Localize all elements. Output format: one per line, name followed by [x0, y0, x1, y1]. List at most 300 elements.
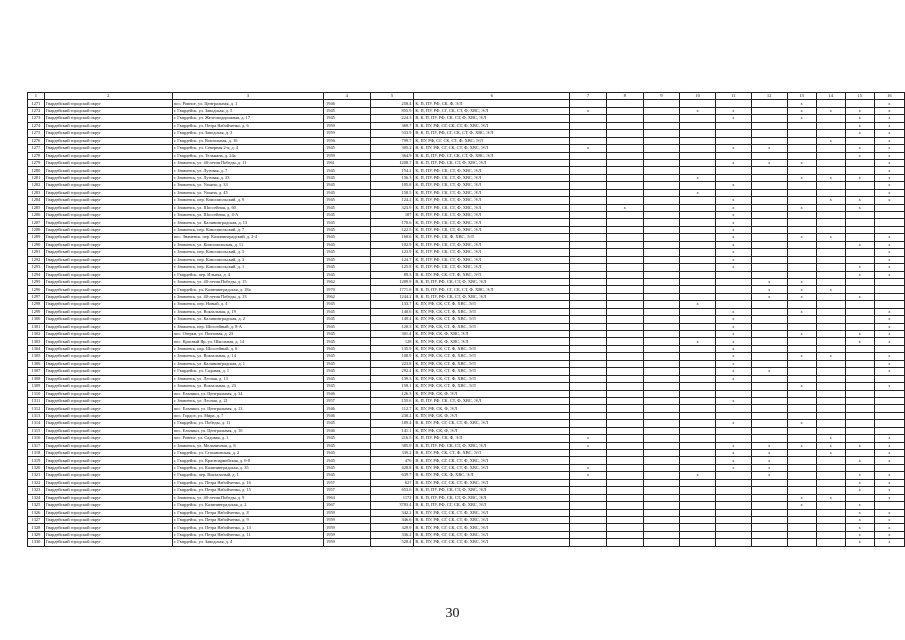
cell-build-year: 1945 [324, 271, 371, 278]
cell-municipality: Гвардейский городской округ [44, 308, 172, 315]
cell-work-10 [680, 212, 716, 219]
cell-work-11 [716, 516, 752, 523]
cell-work-12 [751, 435, 787, 442]
cell-structural-elements: К, ПУ, РФ, СГ, СК, СТ, Ф, ХВС, Э/Л [414, 137, 570, 144]
cell-address: г. Знаменск, ул. Лесная, д. 21 [172, 397, 323, 404]
cell-work-14 [816, 524, 845, 531]
cell-work-10 [680, 159, 716, 166]
cell-row-number: 1330 [28, 539, 45, 546]
cell-work-13 [787, 375, 816, 382]
cell-row-number: 1292 [28, 256, 45, 263]
cell-municipality: Гвардейский городской округ [44, 472, 172, 479]
cell-work-14: x [816, 435, 845, 442]
cell-work-10: x [680, 107, 716, 114]
cell-work-16: x [874, 107, 904, 114]
cell-row-number: 1294 [28, 271, 45, 278]
table-row [28, 472, 905, 479]
cell-work-8 [606, 516, 643, 523]
cell-municipality: Гвардейский городской округ [44, 323, 172, 330]
cell-work-8 [606, 457, 643, 464]
cell-structural-elements: К, ПУ, РФ, СК, СТ, Ф, ХВС, Э/Л [414, 345, 570, 352]
cell-work-14 [816, 219, 845, 226]
cell-row-number: 1304 [28, 345, 45, 352]
cell-structural-elements: В, К, П, ПУ, РФ, СК, СТ, Ф, ХВС, Э/Л [414, 442, 570, 449]
cell-work-14 [816, 390, 845, 397]
cell-work-14: x [816, 353, 845, 360]
cell-work-16: x [874, 442, 904, 449]
cell-address: пос. Знаменск, пер. Калининградский, д. 2-4 [172, 234, 323, 241]
cell-work-9 [643, 137, 680, 144]
cell-work-14 [816, 308, 845, 315]
cell-build-year: 1945 [324, 323, 371, 330]
cell-work-13 [787, 226, 816, 233]
cell-work-11 [716, 531, 752, 538]
cell-work-14 [816, 301, 845, 308]
cell-work-8 [606, 420, 643, 427]
cell-build-year: 1946 [324, 412, 371, 419]
cell-work-13 [787, 412, 816, 419]
cell-row-number: 1329 [28, 531, 45, 538]
cell-row-number: 1301 [28, 323, 45, 330]
cell-row-number: 1291 [28, 249, 45, 256]
cell-structural-elements: К, ПУ, РФ, СК, Ф, ХВС, Э/Л [414, 338, 570, 345]
cell-structural-elements: В, К, ПУ, РФ, СГ, СК, СТ, Ф, ХВС, Э/Л [414, 464, 570, 471]
table-row [28, 204, 905, 211]
cell-work-8 [606, 278, 643, 285]
cell-work-16: x [874, 435, 904, 442]
cell-work-8 [606, 145, 643, 152]
table-row [28, 494, 905, 501]
cell-work-11: x [716, 212, 752, 219]
cell-work-10 [680, 509, 716, 516]
cell-work-16: x [874, 509, 904, 516]
cell-area: 329.9 [370, 524, 414, 531]
table-row [28, 100, 905, 107]
header-cell-area: 5 [370, 93, 414, 100]
cell-work-10 [680, 383, 716, 390]
cell-work-13 [787, 435, 816, 442]
cell-work-15 [845, 301, 874, 308]
cell-work-12 [751, 107, 787, 114]
table-row [28, 412, 905, 419]
cell-structural-elements: К, ПУ, РФ, СК, Ф, Э/Л [414, 412, 570, 419]
cell-work-8 [606, 539, 643, 546]
cell-work-11: x [716, 457, 752, 464]
cell-work-7 [570, 487, 607, 494]
cell-work-11: x [716, 115, 752, 122]
cell-work-13: x [787, 353, 816, 360]
cell-work-14 [816, 241, 845, 248]
cell-work-7 [570, 189, 607, 196]
cell-address: пос. Ельники, ул. Центральная, д. 14 [172, 390, 323, 397]
cell-work-12 [751, 167, 787, 174]
cell-address: г. Гвардейск, ул. Победы, д. 11 [172, 420, 323, 427]
cell-work-8 [606, 301, 643, 308]
cell-address: г. Гвардейск, ул. Петра Набойченко, д. 13 [172, 524, 323, 531]
cell-work-15 [845, 450, 874, 457]
cell-work-8 [606, 189, 643, 196]
cell-structural-elements: К, П, ПУ, РФ, СК, СТ, Ф, ХВС, Э/Л [414, 204, 570, 211]
cell-work-11: x [716, 397, 752, 404]
header-cell-row-number: 1 [28, 93, 45, 100]
table-row [28, 174, 905, 181]
cell-work-11 [716, 167, 752, 174]
cell-build-year: 1945 [324, 197, 371, 204]
cell-work-11 [716, 435, 752, 442]
cell-work-15: x [845, 197, 874, 204]
cell-area: 122.5 [370, 226, 414, 233]
cell-work-11: x [716, 234, 752, 241]
cell-work-13 [787, 531, 816, 538]
cell-municipality: Гвардейский городской округ [44, 197, 172, 204]
cell-work-13 [787, 316, 816, 323]
cell-area: 238.2 [370, 412, 414, 419]
cell-area: 158.5 [370, 189, 414, 196]
cell-work-9 [643, 412, 680, 419]
cell-work-13: x [787, 442, 816, 449]
page-number: 30 [445, 606, 460, 621]
cell-area: 3783.4 [370, 502, 414, 509]
cell-work-15: x [845, 107, 874, 114]
cell-work-12 [751, 360, 787, 367]
cell-work-9 [643, 494, 680, 501]
cell-work-15: x [845, 516, 874, 523]
cell-work-15 [845, 368, 874, 375]
cell-work-9 [643, 450, 680, 457]
cell-work-13 [787, 360, 816, 367]
cell-work-8 [606, 182, 643, 189]
cell-structural-elements: В, К, ПУ, РФ, СГ, СК, СТ, Ф, ХВС, Э/Л [414, 531, 570, 538]
cell-row-number: 1315 [28, 427, 45, 434]
cell-work-10 [680, 137, 716, 144]
cell-build-year: 1967 [324, 502, 371, 509]
cell-work-12: x [751, 368, 787, 375]
cell-work-11 [716, 286, 752, 293]
cell-work-12 [751, 152, 787, 159]
cell-address: г. Гвардейск, ул. Заводская, д. 5 [172, 107, 323, 114]
cell-work-7 [570, 405, 607, 412]
cell-area: 154.2 [370, 167, 414, 174]
cell-address: г. Знаменск, ул. Мельничная, д. 8 [172, 442, 323, 449]
cell-work-11 [716, 278, 752, 285]
cell-work-8: x [606, 204, 643, 211]
cell-work-15 [845, 353, 874, 360]
cell-work-13 [787, 197, 816, 204]
cell-address: г. Знаменск, ул. Комсомольская, д. 11 [172, 241, 323, 248]
table-row [28, 167, 905, 174]
cell-row-number: 1310 [28, 390, 45, 397]
cell-work-16: x [874, 316, 904, 323]
cell-work-15 [845, 464, 874, 471]
cell-work-7 [570, 323, 607, 330]
cell-row-number: 1321 [28, 472, 45, 479]
cell-work-8 [606, 360, 643, 367]
cell-municipality: Гвардейский городской округ [44, 502, 172, 509]
cell-work-16: x [874, 479, 904, 486]
cell-area: 125.8 [370, 264, 414, 271]
cell-work-9 [643, 241, 680, 248]
cell-work-7 [570, 390, 607, 397]
cell-work-16: x [874, 234, 904, 241]
cell-work-14 [816, 249, 845, 256]
cell-work-16: x [874, 539, 904, 546]
cell-build-year: 1964 [324, 494, 371, 501]
cell-work-14 [816, 204, 845, 211]
cell-work-11: x [716, 204, 752, 211]
cell-work-10 [680, 293, 716, 300]
cell-work-13 [787, 241, 816, 248]
cell-work-7 [570, 345, 607, 352]
cell-work-8 [606, 487, 643, 494]
cell-work-10 [680, 234, 716, 241]
cell-work-9 [643, 100, 680, 107]
cell-work-14 [816, 457, 845, 464]
cell-work-12 [751, 264, 787, 271]
cell-row-number: 1296 [28, 286, 45, 293]
cell-work-13: x [787, 494, 816, 501]
cell-work-16: x [874, 353, 904, 360]
cell-work-7 [570, 137, 607, 144]
table-row [28, 145, 905, 152]
cell-work-16 [874, 204, 904, 211]
cell-work-15 [845, 435, 874, 442]
cell-work-7 [570, 368, 607, 375]
table-row [28, 264, 905, 271]
cell-work-16: x [874, 241, 904, 248]
cell-work-10 [680, 435, 716, 442]
cell-work-10 [680, 450, 716, 457]
cell-work-10: x [680, 338, 716, 345]
cell-work-15 [845, 234, 874, 241]
cell-row-number: 1282 [28, 182, 45, 189]
cell-address: пос. Ельники, ул. Центральная, д. 13 [172, 405, 323, 412]
cell-address: г. Гвардейск, ул. Заводская, д. 3 [172, 130, 323, 137]
cell-work-12: x [751, 159, 787, 166]
header-cell-address: 3 [172, 93, 323, 100]
cell-work-16: x [874, 197, 904, 204]
cell-work-14 [816, 100, 845, 107]
cell-work-7 [570, 531, 607, 538]
cell-address: г. Знаменск, ул. Калининградская, д. 1 [172, 360, 323, 367]
table-row [28, 383, 905, 390]
cell-area: 627 [370, 479, 414, 486]
cell-work-13 [787, 479, 816, 486]
cell-work-11: x [716, 182, 752, 189]
cell-row-number: 1283 [28, 189, 45, 196]
cell-municipality: Гвардейский городской округ [44, 368, 172, 375]
cell-build-year: 1945 [324, 174, 371, 181]
cell-work-15 [845, 182, 874, 189]
cell-area: 160.6 [370, 234, 414, 241]
cell-area: 123.9 [370, 249, 414, 256]
cell-work-7 [570, 316, 607, 323]
cell-municipality: Гвардейский городской округ [44, 316, 172, 323]
cell-structural-elements: К, П, ПУ, РФ, СК, СТ, Ф, ХВС, Э/Л [414, 197, 570, 204]
cell-structural-elements: К, П, ПУ, РФ, СК, Ф, ХВС, Э/Л [414, 234, 570, 241]
cell-municipality: Гвардейский городской округ [44, 338, 172, 345]
cell-work-15 [845, 308, 874, 315]
cell-area: 120.3 [370, 323, 414, 330]
cell-build-year: 1945 [324, 219, 371, 226]
cell-build-year: 1946 [324, 390, 371, 397]
cell-work-15 [845, 219, 874, 226]
cell-work-16: x [874, 115, 904, 122]
cell-work-7: x [570, 435, 607, 442]
cell-work-16: x [874, 271, 904, 278]
cell-work-11 [716, 301, 752, 308]
cell-municipality: Гвардейский городской округ [44, 464, 172, 471]
cell-work-10: x [680, 174, 716, 181]
cell-work-13: x [787, 115, 816, 122]
cell-work-11 [716, 502, 752, 509]
cell-work-12 [751, 197, 787, 204]
cell-structural-elements: К, ПУ, РФ, СК, Ф, ХВС, Э/Л [414, 331, 570, 338]
cell-work-10 [680, 308, 716, 315]
cell-structural-elements: К, ПУ, РФ, СК, СТ, Ф, ХВС, Э/Л [414, 301, 570, 308]
cell-address: г. Гвардейск, ул. Калининградская, д. 35 [172, 464, 323, 471]
cell-structural-elements: К, П, ПУ, РФ, СК, СТ, Ф, ХВС, Э/Л [414, 212, 570, 219]
cell-work-14 [816, 331, 845, 338]
cell-municipality: Гвардейский городской округ [44, 412, 172, 419]
cell-work-7 [570, 479, 607, 486]
cell-work-10 [680, 323, 716, 330]
cell-work-10 [680, 197, 716, 204]
cell-structural-elements: В, К, ПУ, РФ, СГ, СК, СТ, Ф, ХВС, Э/Л [414, 479, 570, 486]
cell-address: г. Знаменск, пер. Комсомольский, д. 1 [172, 264, 323, 271]
cell-build-year: 1945 [324, 264, 371, 271]
cell-area: 112.7 [370, 405, 414, 412]
cell-work-9 [643, 308, 680, 315]
cell-address: г. Гвардейск, ул. Петра Набойченко, д. 16 [172, 479, 323, 486]
cell-municipality: Гвардейский городской округ [44, 494, 172, 501]
cell-work-11: x [716, 219, 752, 226]
cell-work-14 [816, 278, 845, 285]
table-row [28, 457, 905, 464]
cell-work-14 [816, 509, 845, 516]
cell-address: г. Гвардейск, ул. Заводская, д. 4 [172, 539, 323, 546]
cell-municipality: Гвардейский городской округ [44, 457, 172, 464]
cell-build-year: 1959 [324, 130, 371, 137]
cell-work-8 [606, 122, 643, 129]
cell-work-13 [787, 405, 816, 412]
cell-work-14 [816, 256, 845, 263]
cell-work-8 [606, 308, 643, 315]
table-row [28, 271, 905, 278]
cell-work-9 [643, 107, 680, 114]
cell-build-year: 1945 [324, 301, 371, 308]
cell-work-9 [643, 271, 680, 278]
header-cell-work-16: 16 [874, 93, 904, 100]
cell-build-year: 1945 [324, 249, 371, 256]
cell-work-15 [845, 226, 874, 233]
cell-structural-elements: В, К, П, ПУ, РФ, СГ, СК, СТ, Ф, ХВС, Э/Л [414, 286, 570, 293]
cell-work-7 [570, 360, 607, 367]
table-header-row [28, 93, 905, 100]
cell-work-9 [643, 502, 680, 509]
cell-row-number: 1302 [28, 331, 45, 338]
cell-structural-elements: К, П, ПУ, РФ, СК, СТ, Ф, ХВС, Э/Л [414, 219, 570, 226]
cell-work-16 [874, 212, 904, 219]
cell-work-7: x [570, 472, 607, 479]
cell-work-13 [787, 390, 816, 397]
cell-work-8 [606, 212, 643, 219]
table-row [28, 182, 905, 189]
cell-row-number: 1309 [28, 383, 45, 390]
cell-work-9 [643, 130, 680, 137]
cell-work-11 [716, 479, 752, 486]
cell-work-13: x [787, 383, 816, 390]
cell-municipality: Гвардейский городской округ [44, 405, 172, 412]
cell-work-13: x [787, 159, 816, 166]
cell-address: г. Гвардейск, ул. Северная 2-я, д. 4 [172, 145, 323, 152]
cell-municipality: Гвардейский городской округ [44, 293, 172, 300]
cell-area: 1771.6 [370, 286, 414, 293]
cell-work-13 [787, 457, 816, 464]
cell-work-10 [680, 345, 716, 352]
cell-work-9 [643, 301, 680, 308]
cell-work-14 [816, 420, 845, 427]
cell-work-11: x [716, 256, 752, 263]
cell-work-13 [787, 249, 816, 256]
cell-work-13 [787, 472, 816, 479]
cell-work-10 [680, 256, 716, 263]
table-row [28, 197, 905, 204]
cell-work-12 [751, 420, 787, 427]
cell-work-16 [874, 293, 904, 300]
cell-work-12 [751, 316, 787, 323]
cell-work-7 [570, 383, 607, 390]
cell-row-number: 1298 [28, 301, 45, 308]
cell-municipality: Гвардейский городской округ [44, 450, 172, 457]
table-row [28, 509, 905, 516]
cell-work-11 [716, 509, 752, 516]
cell-work-14 [816, 122, 845, 129]
cell-municipality: Гвардейский городской округ [44, 509, 172, 516]
cell-work-15 [845, 316, 874, 323]
cell-work-13 [787, 338, 816, 345]
cell-work-14 [816, 226, 845, 233]
cell-work-14 [816, 115, 845, 122]
cell-build-year: 1945 [324, 383, 371, 390]
cell-work-14: x [816, 494, 845, 501]
cell-work-8 [606, 234, 643, 241]
cell-work-14 [816, 293, 845, 300]
cell-work-7 [570, 100, 607, 107]
cell-municipality: Гвардейский городской округ [44, 271, 172, 278]
cell-work-11 [716, 189, 752, 196]
cell-work-12 [751, 345, 787, 352]
cell-row-number: 1287 [28, 219, 45, 226]
cell-address: г. Знаменск, ул. Ульяна, д. 33 [172, 182, 323, 189]
cell-work-9 [643, 286, 680, 293]
cell-work-14 [816, 182, 845, 189]
cell-work-9 [643, 278, 680, 285]
cell-work-11 [716, 174, 752, 181]
cell-work-8 [606, 159, 643, 166]
cell-build-year: 1959 [324, 539, 371, 546]
cell-address: г. Знаменск, ул. Вокзальная, д. 23 [172, 383, 323, 390]
cell-work-15 [845, 100, 874, 107]
cell-structural-elements: В, К, ПУ, РФ, СК, Ф, ХВС, Э/Л [414, 472, 570, 479]
cell-build-year: 1945 [324, 204, 371, 211]
cell-work-9 [643, 457, 680, 464]
cell-build-year: 1957 [324, 479, 371, 486]
cell-work-10 [680, 115, 716, 122]
cell-work-11: x [716, 264, 752, 271]
cell-structural-elements: К, П, ПУ, РФ, СК, СТ, Ф, ХВС, Э/Л [414, 256, 570, 263]
cell-row-number: 1306 [28, 360, 45, 367]
cell-work-13 [787, 516, 816, 523]
